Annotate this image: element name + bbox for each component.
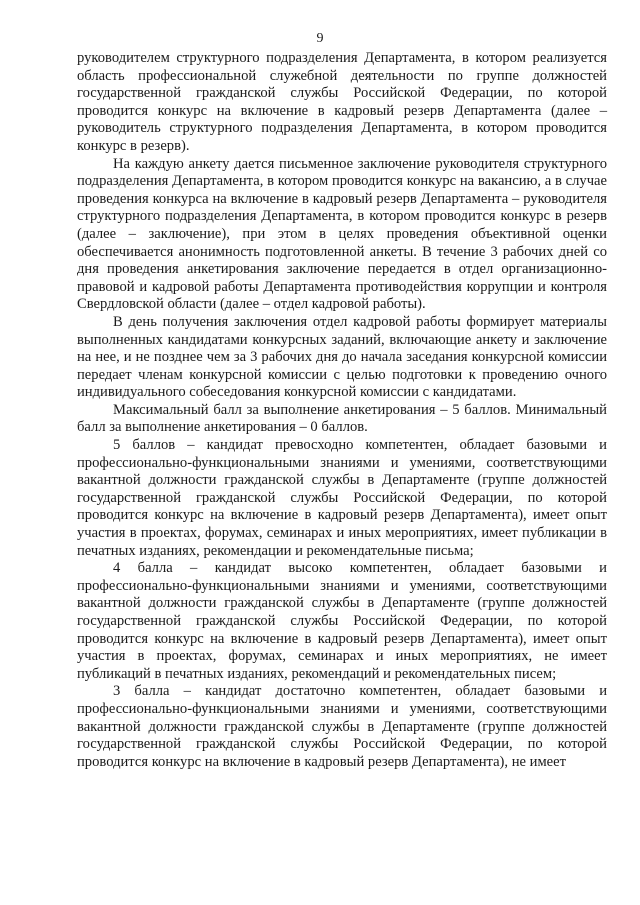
paragraph-score-4: 4 балла – кандидат высоко компетентен, обладает базовыми и профессионально-функциональными знаниями и умениями, соответствующими вакантной должности гражданской службы в Департаменте (группе должностей государственной гражданской службы Российской Федерации, по которой проводится конкурс на включение в кадровый резерв Департамента), имеет опыт участия в проектах, форумах, семинарах и иных мероприятиях, не имеет публикаций в печатных изданиях, рекомендаций и рекомендательных писем; [77, 560, 607, 682]
paragraph-score-3: 3 балла – кандидат достаточно компетентен, обладает базовыми и профессионально-функциональными знаниями и умениями, соответствующими вакантной должности гражданской службы в Департаменте (группе должностей государственной гражданской службы Российской Федерации, по которой проводится конкурс на включение в кадровый резерв Департамента), не имеет [77, 683, 607, 770]
paragraph-materials: В день получения заключения отдел кадровой работы формирует материалы выполненных кандидатами конкурсных заданий, включающие анкету и заключение на нее, и не позднее чем за 3 рабочих дня до начала заседания конкурсной комиссии передает членам конкурсной комиссии с целью подготовки к проведению очного индивидуального собеседования конкурсной комиссии с кандидатами. [77, 313, 607, 401]
paragraph-score-5: 5 баллов – кандидат превосходно компетентен, обладает базовыми и профессионально-функциональными знаниями и умениями, соответствующими вакантной должности гражданской службы в Департаменте (группе должностей государственной гражданской службы Российской Федерации, по которой проводится конкурс на включение в кадровый резерв Департамента), имеет опыт участия в проектах, форумах, семинарах и иных мероприятиях, имеет публикации в печатных изданиях, рекомендации и рекомендательные письма; [77, 437, 607, 559]
paragraph-max-score: Максимальный балл за выполнение анкетирования – 5 баллов. Минимальный балл за выполнение анкетирования – 0 баллов. [77, 401, 607, 436]
document-body [77, 50, 607, 771]
page-number: 9 [316, 31, 324, 46]
paragraph-continuation: руководителем структурного подразделения Департамента, в котором реализуется область профессиональной служебной деятельности по группе должностей государственной гражданской службы Российской Федерации, по которой проводится конкурс на включение в кадровый резерв Департамента (далее – руководитель структурного подразделения Департамента, в котором проводится конкурс в резерв). [77, 50, 607, 154]
paragraph-conclusion: На каждую анкету дается письменное заключение руководителя структурного подразделения Департамента, в котором проводится конкурс на вакансию, а в случае проведения конкурса на включение в кадровый резерв Департамента – руководителя структурного подразделения Департамента, в котором проводится конкурс в резерв (далее – заключение), при этом в целях проведения объективной оценки обеспечивается анонимность подготовленной анкеты. В течение 3 рабочих дней со дня проведения анкетирования заключение передается в отдел организационно-правовой и кадровой работы Департамента противодействия коррупции и контроля Свердловской области (далее – отдел кадровой работы). [77, 155, 607, 313]
